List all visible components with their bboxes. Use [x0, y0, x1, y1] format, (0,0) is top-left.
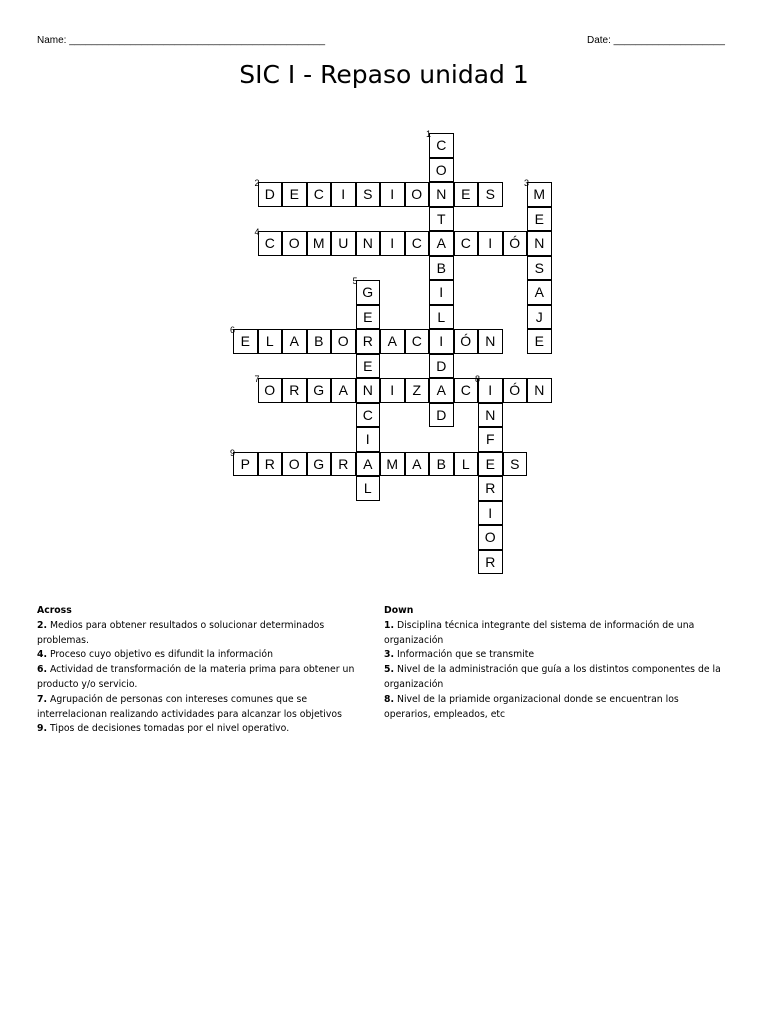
cell-letter: I: [341, 186, 346, 203]
cell-letter: A: [363, 455, 373, 472]
cell-letter: O: [264, 382, 276, 399]
cell-letter: E: [289, 186, 299, 203]
clue-text: Actividad de transformación de la materia prima para obtener un producto y/o servicio.: [37, 664, 355, 690]
cell-letter: I: [390, 186, 395, 203]
cell-letter: E: [363, 308, 373, 325]
crossword-cell: [380, 231, 405, 256]
crossword-cell: [429, 403, 454, 428]
across-clue: [37, 619, 372, 649]
cell-letter: E: [363, 357, 373, 374]
cell-letter: R: [485, 480, 496, 497]
crossword-cell: [331, 329, 356, 354]
cell-letter: O: [411, 186, 423, 203]
crossword-cell: [475, 374, 503, 403]
cell-letter: R: [485, 553, 496, 570]
cell-letter: I: [390, 235, 395, 252]
crossword-cell: [282, 231, 307, 256]
cell-letter: A: [436, 235, 446, 252]
crossword-cell: [429, 280, 454, 305]
cell-letter: M: [533, 186, 546, 203]
crossword-cell: [429, 329, 454, 354]
crossword-cell: [307, 452, 332, 477]
crossword-cell: [331, 452, 356, 477]
cell-letter: L: [363, 480, 372, 497]
crossword-cell: [307, 231, 332, 256]
crossword-cell: [429, 256, 454, 281]
clue-number: 9.: [37, 723, 48, 735]
cell-letter: N: [485, 333, 496, 350]
cell-letter: U: [338, 235, 349, 252]
crossword-cell: [356, 329, 381, 354]
cell-letter: R: [338, 455, 349, 472]
crossword-cell: [356, 403, 381, 428]
cell-letter: A: [338, 382, 348, 399]
crossword-cell: [527, 207, 552, 232]
clue-number: 5.: [384, 664, 395, 676]
crossword-cell: [478, 501, 503, 526]
clue-number: 8.: [384, 693, 395, 705]
crossword-cell: [380, 378, 405, 403]
clue-text: Medios para obtener resultados o solucionar determinados problemas.: [37, 619, 325, 646]
crossword-cell: [503, 231, 528, 256]
crossword-cell: [356, 305, 381, 330]
clue-text: Nivel de la administración que guía a los distintos componentes de la organización: [384, 664, 721, 690]
crossword-cell: [454, 329, 479, 354]
crossword-cell: [478, 403, 503, 428]
down-clue: [384, 619, 724, 649]
clue-number: 2.: [37, 619, 48, 631]
down-clue: [384, 648, 724, 663]
crossword-cell: [478, 329, 503, 354]
crossword-cell: [429, 378, 454, 403]
cell-letter: C: [264, 235, 275, 252]
crossword-cell: [356, 452, 381, 477]
cell-number: 4: [254, 227, 260, 237]
cell-number: 7: [254, 374, 260, 384]
clue-number: 7.: [37, 693, 48, 705]
crossword-cell: [380, 452, 405, 477]
crossword-cell: [405, 452, 430, 477]
crossword-cell: [478, 550, 503, 575]
crossword-cell: [429, 305, 454, 330]
crossword-cell: [282, 378, 307, 403]
crossword-cell: [454, 182, 479, 207]
crossword-cell: [503, 378, 528, 403]
cell-letter: M: [312, 235, 325, 252]
cell-letter: Ó: [509, 382, 521, 399]
cell-letter: T: [436, 210, 446, 227]
cell-letter: M: [386, 455, 399, 472]
crossword-cell: [527, 329, 552, 354]
cell-letter: G: [313, 455, 325, 472]
crossword-cell: [356, 231, 381, 256]
cell-letter: I: [390, 382, 395, 399]
across-clues: [37, 604, 372, 737]
cell-letter: O: [435, 161, 447, 178]
cell-letter: C: [411, 333, 422, 350]
clue-text: Agrupación de personas con intereses comunes que se interrelacionan realizando actividades para alcanzar los objetivos: [37, 693, 342, 720]
down-clue: [384, 693, 724, 723]
cell-letter: N: [436, 186, 447, 203]
across-clue: [37, 722, 372, 737]
crossword-cell: [429, 452, 454, 477]
cell-letter: Ó: [460, 333, 472, 350]
crossword-cell: [356, 427, 381, 452]
date-field: Date: ____________________: [587, 35, 725, 46]
cell-letter: Z: [412, 382, 422, 399]
cell-letter: S: [485, 186, 495, 203]
crossword-cell: [527, 378, 552, 403]
cell-number: 9: [230, 447, 236, 458]
crossword-cell: [258, 452, 283, 477]
crossword-cell: [478, 525, 503, 550]
crossword-cell: [524, 178, 552, 207]
cell-letter: I: [439, 333, 444, 350]
cell-letter: P: [240, 455, 250, 472]
cell-letter: D: [264, 186, 275, 203]
cell-letter: O: [288, 455, 300, 472]
cell-number: 6: [230, 325, 236, 335]
cell-letter: I: [365, 431, 370, 448]
cell-letter: B: [314, 333, 324, 350]
crossword-cell: [282, 182, 307, 207]
cell-number: 5: [352, 276, 358, 286]
clue-text: Proceso cuyo objetivo es difundit la información: [49, 649, 273, 661]
crossword-cell: [352, 276, 381, 305]
cell-letter: L: [437, 308, 446, 325]
cell-number: 2: [254, 178, 260, 188]
clue-text: Información que se transmite: [396, 649, 535, 661]
cell-letter: E: [534, 210, 544, 227]
crossword-cell: [429, 207, 454, 232]
crossword-cell: [478, 231, 503, 256]
cell-letter: E: [534, 333, 544, 350]
crossword-cell: [429, 158, 454, 183]
cell-letter: N: [534, 235, 545, 252]
cell-letter: C: [362, 406, 373, 423]
cell-letter: R: [264, 455, 275, 472]
cell-letter: L: [265, 333, 274, 350]
cell-letter: A: [289, 333, 299, 350]
crossword-cell: [405, 378, 430, 403]
down-clue: [384, 663, 724, 693]
crossword-cell: [429, 354, 454, 379]
cell-letter: J: [535, 308, 543, 325]
cell-letter: O: [288, 235, 300, 252]
cell-letter: I: [488, 382, 493, 399]
cell-letter: D: [436, 406, 447, 423]
crossword-cell: [405, 182, 430, 207]
crossword-cell: [254, 227, 283, 256]
cell-number: 1: [426, 129, 432, 139]
crossword-cell: [230, 447, 258, 477]
cell-letter: C: [460, 382, 471, 399]
crossword-cell: [478, 476, 503, 501]
cell-letter: R: [362, 333, 373, 350]
across-clue: [37, 693, 372, 723]
crossword-cell: [527, 305, 552, 330]
crossword-cell: [478, 452, 503, 477]
crossword-cell: [331, 182, 356, 207]
crossword-cell: [254, 178, 283, 207]
name-field: Name: ______________________________________________: [37, 35, 326, 46]
clue-text: Tipos de decisiones tomadas por el nivel operativo.: [49, 723, 290, 735]
cell-letter: C: [411, 235, 422, 252]
crossword-cell: [356, 354, 381, 379]
cell-letter: I: [488, 504, 493, 521]
cell-letter: C: [436, 137, 447, 154]
crossword-cell: [254, 374, 283, 403]
cell-letter: N: [362, 382, 373, 399]
cell-letter: S: [510, 455, 520, 472]
cell-letter: A: [412, 455, 422, 472]
crossword-cell: [331, 231, 356, 256]
cell-letter: E: [240, 333, 250, 350]
crossword-cell: [429, 231, 454, 256]
crossword-cell: [356, 476, 381, 501]
across-clue: [37, 648, 372, 663]
crossword-cell: [230, 325, 258, 354]
crossword-cell: [380, 182, 405, 207]
cell-letter: E: [461, 186, 471, 203]
cell-letter: G: [362, 284, 374, 301]
cell-letter: B: [436, 455, 446, 472]
cell-letter: O: [484, 529, 496, 546]
cell-letter: Ó: [509, 235, 521, 252]
cell-letter: S: [534, 259, 544, 276]
cell-letter: D: [436, 357, 447, 374]
cell-letter: A: [387, 333, 397, 350]
clue-text: Nivel de la priamide organizacional donde se encuentran los operarios, empleados, etc: [384, 693, 679, 720]
cell-letter: R: [289, 382, 300, 399]
clue-number: 1.: [384, 619, 395, 631]
clue-number: 6.: [37, 664, 48, 676]
down-clues: [384, 604, 724, 722]
crossword-cell: [527, 231, 552, 256]
cell-letter: B: [436, 259, 446, 276]
cell-letter: F: [485, 431, 495, 448]
crossword-cell: [478, 427, 503, 452]
cell-number: 8: [475, 374, 481, 384]
cell-letter: G: [313, 382, 325, 399]
crossword-cell: [282, 452, 307, 477]
crossword-cell: [454, 231, 479, 256]
cell-letter: A: [436, 382, 446, 399]
cell-letter: C: [313, 186, 324, 203]
across-clue: [37, 663, 372, 693]
crossword-cell: [527, 280, 552, 305]
crossword-cell: [454, 452, 479, 477]
cell-letter: E: [485, 455, 495, 472]
crossword-cell: [429, 182, 454, 207]
crossword-cell: [258, 329, 283, 354]
cell-letter: S: [363, 186, 373, 203]
crossword-cell: [282, 329, 307, 354]
crossword-cell: [527, 256, 552, 281]
crossword-cell: [478, 182, 503, 207]
cell-letter: O: [337, 333, 349, 350]
crossword-cell: [307, 182, 332, 207]
clue-text: Disciplina técnica integrante del sistema de información de una organización: [384, 619, 695, 646]
cell-letter: I: [439, 284, 444, 301]
crossword-cell: [356, 378, 381, 403]
crossword-cell: [405, 329, 430, 354]
across-heading: Across: [37, 605, 72, 616]
cell-letter: N: [362, 235, 373, 252]
clue-number: 3.: [384, 649, 395, 661]
cell-letter: A: [534, 284, 544, 301]
clue-number: 4.: [37, 649, 48, 661]
crossword-cell: [503, 452, 528, 477]
crossword-cell: [331, 378, 356, 403]
down-heading: Down: [384, 605, 414, 616]
crossword-cell: [426, 129, 454, 158]
cell-letter: C: [460, 235, 471, 252]
crossword-cell: [380, 329, 405, 354]
cell-letter: N: [534, 382, 545, 399]
crossword-cell: [356, 182, 381, 207]
crossword-cell: [307, 378, 332, 403]
crossword-cell: [405, 231, 430, 256]
cell-letter: L: [461, 455, 470, 472]
cell-number: 3: [524, 178, 530, 188]
crossword-cell: [307, 329, 332, 354]
page-title: SIC I - Repaso unidad 1: [239, 60, 529, 89]
cell-letter: I: [488, 235, 493, 252]
cell-letter: N: [485, 406, 496, 423]
